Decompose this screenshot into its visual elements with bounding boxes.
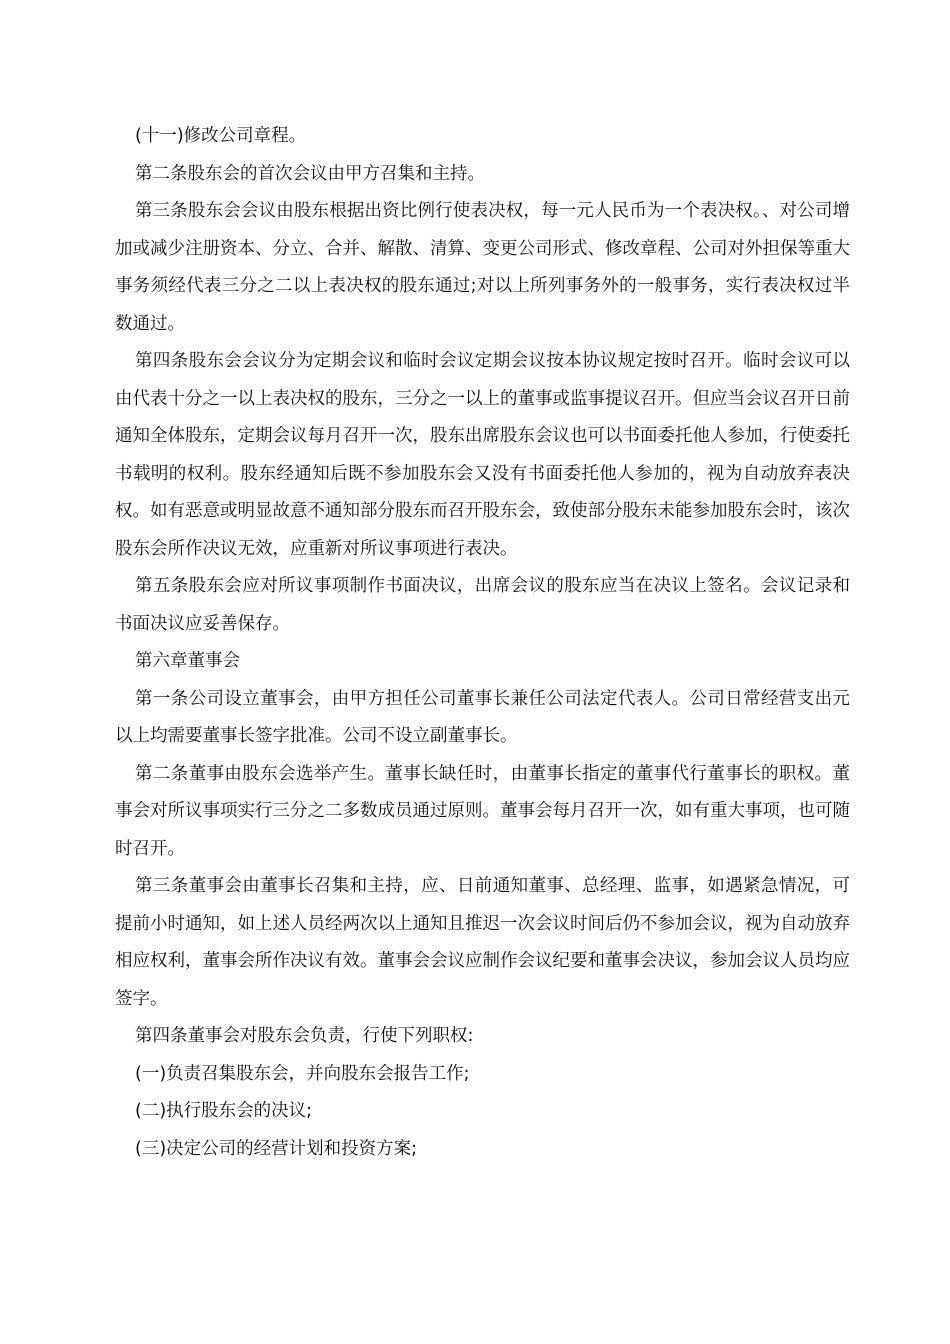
paragraph-board-article-4: 第四条董事会对股东会负责，行使下列职权: <box>135 1026 474 1046</box>
list-item-duty-2: (二)执行股东会的决议; <box>135 1101 313 1121</box>
paragraph-board-article-1: 第一条公司设立董事会，由甲方担任公司董事长兼任公司法定代表人。公司日常经营支出元以上均需要董事长签字批准。公司不设立副董事长。 <box>115 688 850 746</box>
paragraph-board-article-3: 第三条董事会由董事长召集和主持，应、日前通知董事、总经理、监事，如遇紧急情况，可提前小时通知，如上述人员经两次以上通知且推迟一次会议时间后仍不参加会议，视为自动放弃相应权利，董事会所作决议有效。董事会会议应制作会议纪要和董事会决议，参加会议人员均应签字。 <box>115 876 850 1009</box>
paragraph-board-article-2: 第二条董事由股东会选举产生。董事长缺任时，由董事长指定的董事代行董事长的职权。董事会对所议事项实行三分之二多数成员通过原则。董事会每月召开一次，如有重大事项，也可随时召开。 <box>115 763 850 859</box>
paragraph-article-3-voting: 第三条股东会会议由股东根据出资比例行使表决权，每一元人民币为一个表决权。、对公司增加或减少注册资本、分立、合并、解散、清算、变更公司形式、修改章程、公司对外担保等重大事务须经代表三分之二以上表决权的股东通过;对以上所列事务外的一般事务，实行表决权过半数通过。 <box>115 201 850 334</box>
document-body <box>115 118 850 1168</box>
list-item-duty-1: (一)负责召集股东会，并向股东会报告工作; <box>135 1063 470 1084</box>
paragraph-article-4-meetings: 第四条股东会会议分为定期会议和临时会议定期会议按本协议规定按时召开。临时会议可以由代表十分之一以上表决权的股东，三分之一以上的董事或监事提议召开。但应当会议召开日前通知全体股东，定期会议每月召开一次，股东出席股东会议也可以书面委托他人参加，行使委托书载明的权利。股东经通知后既不参加股东会又没有书面委托他人参加的，视为自动放弃表决权。如有恶意或明显故意不通知部分股东而召开股东会，致使部分股东未能参加股东会时，该次股东会所作决议无效，应重新对所议事项进行表决。 <box>115 351 850 559</box>
paragraph-clause-11: (十一)修改公司章程。 <box>135 126 307 146</box>
chapter-6-heading: 第六章董事会 <box>135 651 240 671</box>
paragraph-article-2-first-meeting: 第二条股东会的首次会议由甲方召集和主持。 <box>135 163 485 184</box>
list-item-duty-3: (三)决定公司的经营计划和投资方案; <box>135 1138 418 1159</box>
paragraph-article-5-resolutions: 第五条股东会应对所议事项制作书面决议，出席会议的股东应当在决议上签名。会议记录和书面决议应妥善保存。 <box>115 576 850 634</box>
